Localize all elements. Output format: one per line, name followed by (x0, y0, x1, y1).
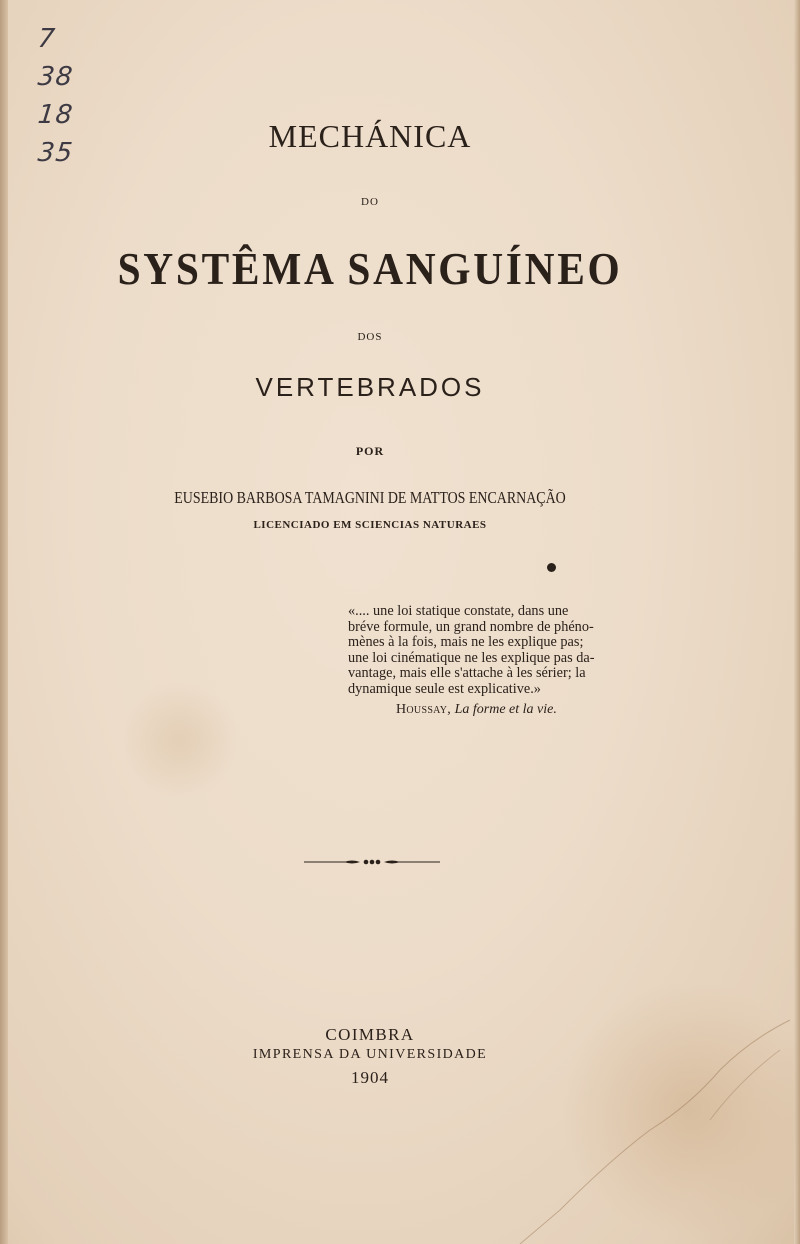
imprint-year: 1904 (351, 1068, 389, 1087)
epigraph-line: une loi cinématique ne les explique pas da- (348, 649, 595, 666)
imprint-press: IMPRENSA DA UNIVERSIDADE (252, 1047, 488, 1062)
title-line-1: MECHÁNICA (268, 118, 472, 154)
epigraph-line: dynamique seule est explicative.» (348, 680, 541, 697)
byline-por: POR (355, 444, 385, 458)
epigraph-author: Houssay, (396, 702, 452, 717)
epigraph-line: «.... une loi statique constate, dans une (348, 603, 569, 619)
handwritten-note: 7 (36, 24, 58, 54)
paper-crack (500, 1010, 800, 1244)
author-credential: LICENCIADO EM SCIENCIAS NATURAES (253, 519, 487, 531)
epigraph-attribution (396, 702, 557, 718)
ornament-divider-icon (300, 854, 444, 870)
title-line-2: SYSTÊMA SANGUÍNEO (117, 243, 623, 294)
epigraph (348, 604, 616, 698)
paper-stain (120, 680, 240, 800)
epigraph-line: mènes à la fois, mais ne les explique pas; (348, 634, 584, 651)
title-connector-2: DOS (357, 331, 383, 343)
handwritten-note: 18 (36, 100, 75, 130)
handwritten-note: 35 (36, 138, 75, 168)
imprint-city: COIMBRA (325, 1025, 415, 1044)
epigraph-line: bréve formule, un grand nombre de phéno- (348, 618, 594, 635)
ink-spot (547, 563, 556, 572)
title-line-3: VERTEBRADOS (255, 372, 485, 402)
epigraph-line: vantage, mais elle s'attache à les sérier; la (348, 665, 586, 682)
epigraph-work: La forme et la vie. (454, 702, 557, 717)
title-connector-1: DO (361, 196, 379, 208)
handwritten-note: 38 (36, 62, 75, 92)
author-name: EUSEBIO BARBOSA TAMAGNINI DE MATTOS ENCARNAÇÃO (174, 488, 566, 507)
